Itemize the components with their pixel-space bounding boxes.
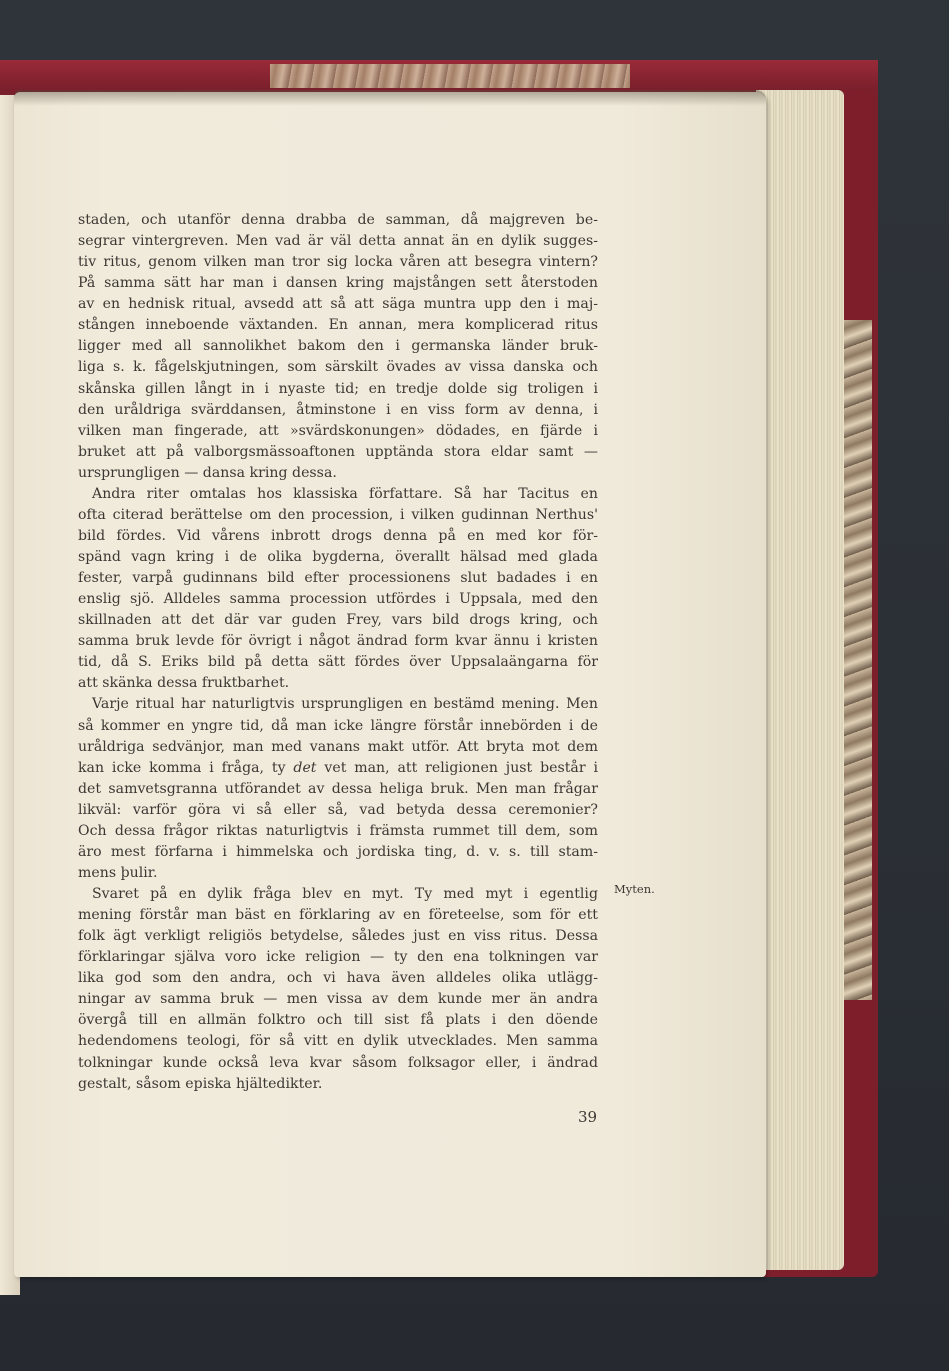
- margin-note: Myten.: [614, 882, 655, 896]
- text-line: mening förstår man bäst en förklaring av en företeelse, som för ett: [78, 907, 598, 924]
- marbled-endpaper-side: [842, 320, 872, 1000]
- text-line: bild fördes. Vid vårens inbrott drogs denna på en med kor för-: [78, 527, 598, 544]
- text-line: förklaringar själva voro icke religion — ty den ena tolkningen var: [78, 949, 598, 966]
- italic-word: det: [293, 759, 317, 776]
- text-line: hedendomens teologi, för så vitt en dylik utvecklades. Men samma: [78, 1033, 598, 1050]
- text-line: [78, 758, 598, 779]
- text-line: skillnaden att det där var guden Frey, vars bild drogs kring, och: [78, 612, 598, 629]
- text-line: tiv ritus, genom vilken man tror sig locka våren att besegra vintern?: [78, 254, 598, 271]
- text-line: Varje ritual har naturligtvis ursprungligen en bestämd mening. Men: [92, 696, 598, 713]
- text-line: spänd vagn kring i de olika bygderna, överallt hälsad med glada: [78, 549, 598, 565]
- page-number: 39: [578, 1108, 598, 1126]
- text-line: stången inneboende växtanden. En annan, mera komplicerad ritus: [78, 317, 598, 334]
- text-line: så kommer en yngre tid, då man icke längre förstår innebörden i de: [78, 717, 598, 734]
- text-line: av en hednisk ritual, avsedd att så att säga muntra upp den i maj-: [78, 296, 598, 313]
- text-line: ursprungligen — dansa kring dessa.: [78, 464, 337, 481]
- text-line: ningar av samma bruk — men vissa av dem kunde mer än andra: [78, 991, 598, 1008]
- page-edges: [756, 90, 844, 1270]
- text-segment: vet man, att religionen just består i: [316, 759, 598, 776]
- text-line: gestalt, såsom episka hjältedikter.: [78, 1075, 323, 1092]
- text-line: staden, och utanför denna drabba de samman, då majgreven be-: [78, 212, 598, 228]
- body-text: [78, 210, 598, 1095]
- page-shadow: [14, 90, 766, 106]
- text-line: äro mest förfarna i himmelska och jordiska ting, d. v. s. till stam-: [78, 843, 598, 860]
- text-line: folk ägt verkligt religiös betydelse, således just en viss ritus. Dessa: [78, 928, 598, 945]
- text-line: lika god som den andra, och vi hava även alldeles olika utlägg-: [78, 970, 598, 987]
- text-line: ligger med all sannolikhet bakom den i germanska länder bruk-: [78, 338, 598, 355]
- text-line: mens þulir.: [78, 864, 158, 881]
- text-line: Och dessa frågor riktas naturligtvis i främsta rummet till dem, som: [78, 822, 598, 839]
- text-segment: kan icke komma i fråga, ty: [78, 759, 294, 776]
- text-line: Svaret på en dylik fråga blev en myt. Ty med myt i egentlig: [92, 886, 598, 902]
- text-line: På samma sätt har man i dansen kring majstången sett återstoden: [78, 275, 598, 292]
- text-line: den uråldriga svärddansen, åtminstone i en viss form av denna, i: [78, 401, 598, 418]
- text-line: ofta citerad berättelse om den procession, i vilken gudinnan Nerthus': [78, 506, 598, 523]
- text-line: segrar vintergreven. Men vad är väl detta annat än en dylik sugges-: [78, 233, 598, 250]
- text-line: skånska gillen långt in i nyaste tid; en tredje dolde sig troligen i: [78, 380, 598, 397]
- text-line: enslig sjö. Alldeles samma procession utfördes i Uppsala, med den: [78, 591, 598, 608]
- text-line: uråldriga sedvänjor, man med vanans makt utför. Att bryta mot dem: [78, 738, 598, 755]
- text-line: likväl: varför göra vi så eller så, vad betyda dessa ceremonier?: [78, 801, 598, 818]
- text-line: liga s. k. fågelskjutningen, som särskilt övades av vissa danska och: [78, 359, 598, 376]
- text-line: Andra riter omtalas hos klassiska författare. Så har Tacitus en: [92, 485, 598, 502]
- text-line: att skänka dessa fruktbarhet.: [78, 675, 290, 692]
- text-line: bruket att på valborgsmässoaftonen upptända stora eldar samt —: [78, 443, 598, 460]
- text-line: övergå till en allmän folktro och till sist få plats i den döende: [78, 1012, 598, 1029]
- text-line: vilken man fingerade, att »svärdskonungen» dödades, en fjärde i: [78, 422, 598, 439]
- text-line: fester, varpå gudinnans bild efter processionens slut badades i en: [78, 570, 598, 587]
- marbled-endpaper-top: [270, 64, 630, 88]
- text-line: tolkningar kunde också leva kvar såsom folksagor eller, i ändrad: [78, 1054, 598, 1071]
- text-line: tid, då S. Eriks bild på detta sätt fördes över Uppsalaängarna för: [78, 654, 598, 671]
- text-line: samma bruk levde för övrigt i något ändrad form kvar ännu i kristen: [78, 633, 598, 650]
- text-line: det samvetsgranna utförandet av dessa heliga bruk. Men man frågar: [78, 780, 598, 797]
